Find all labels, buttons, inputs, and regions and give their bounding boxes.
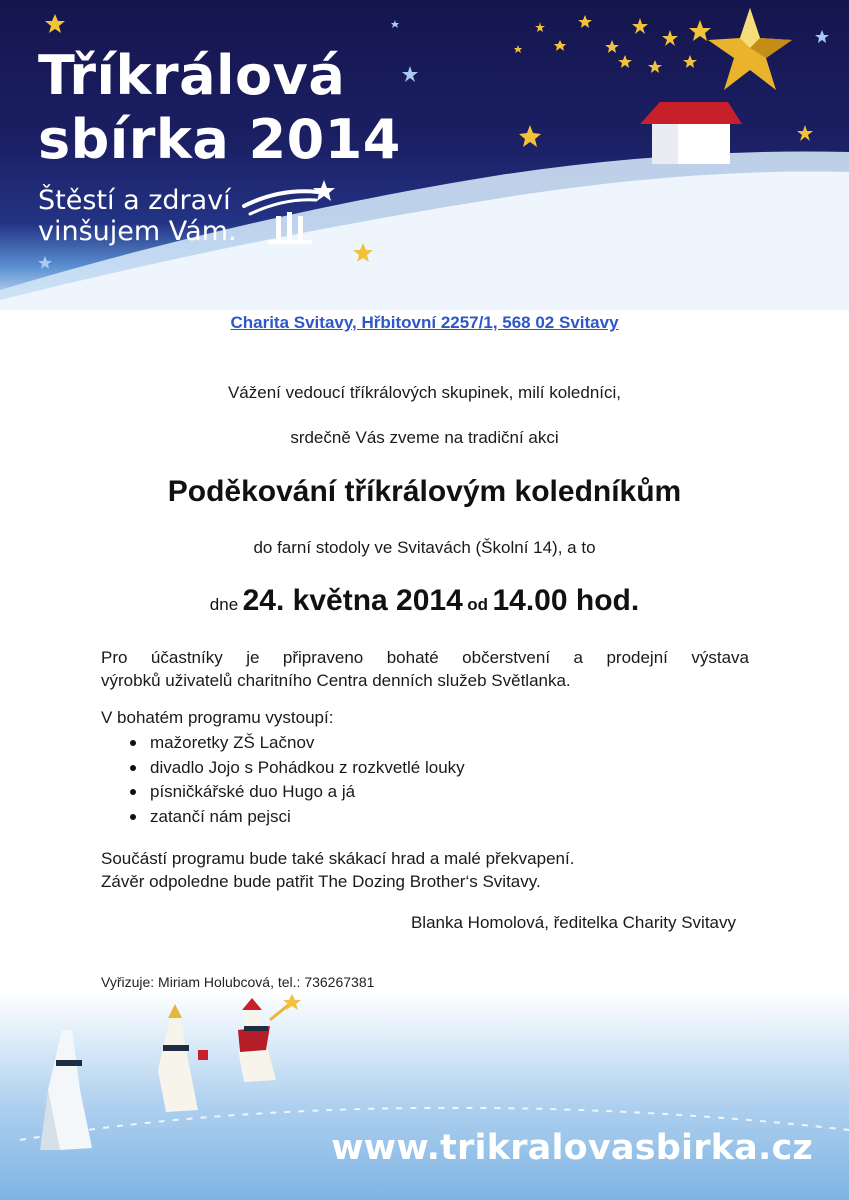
bullet-icon	[130, 740, 136, 746]
list-item	[101, 756, 465, 781]
refreshments-line1: Pro účastníky je připraveno bohaté občerstvení a prodejní výstava	[101, 648, 749, 667]
program-item-label: zatančí nám pejsci	[150, 806, 291, 826]
extras-line2: Závěr odpoledne bude patřit The Dozing Brother‘s Svitavy.	[101, 872, 541, 891]
house-icon	[640, 102, 742, 164]
list-item	[101, 780, 465, 805]
refreshments-paragraph	[101, 646, 749, 692]
contact-info: Vyřizuje: Miriam Holubcová, tel.: 736267381	[101, 974, 375, 990]
signature: Blanka Homolová, ředitelka Charity Svitavy	[410, 913, 736, 932]
bullet-icon	[130, 765, 136, 771]
king-figure-icon	[40, 1020, 92, 1150]
three-kings-logo-icon	[240, 178, 340, 248]
program-heading: V bohatém programu vystoupí:	[101, 708, 334, 727]
time-connector: od	[467, 595, 489, 614]
program-item-label: divadlo Jojo s Pohádkou z rozkvetlé louky	[150, 757, 465, 777]
website-url-link[interactable]: www.trikralovasbirka.cz	[331, 1128, 813, 1168]
date-period: .	[630, 584, 640, 617]
campaign-title-line2: sbírka 2014	[38, 108, 401, 171]
event-date-line	[0, 584, 849, 618]
list-item	[101, 805, 465, 830]
event-time: 14.00 hod	[492, 584, 631, 617]
tagline-line2: vinšujem Vám.	[38, 216, 237, 247]
event-title: Poděkování tříkrálovým koledníkům	[167, 475, 682, 508]
king-figure-icon	[238, 994, 301, 1082]
program-list	[101, 731, 465, 829]
king-figure-icon	[158, 1004, 208, 1112]
address-link[interactable]: Charita Svitavy, Hřbitovní 2257/1, 568 02 Svitavy	[230, 313, 619, 332]
extras-line1: Součástí programu bude také skákací hrad a malé překvapení.	[101, 849, 575, 868]
program-item-label: mažoretky ZŠ Lačnov	[150, 733, 315, 752]
list-item	[101, 731, 465, 756]
campaign-title-line1: Tříkrálová	[38, 44, 346, 107]
header-banner	[0, 0, 849, 310]
greeting: Vážení vedoucí tříkrálových skupinek, milí koledníci,	[227, 383, 622, 402]
invitation-text: srdečně Vás zveme na tradiční akci	[290, 428, 559, 447]
origami-star-icon	[708, 8, 792, 90]
venue-text: do farní stodoly ve Svitavách (Školní 14), a to	[253, 538, 596, 557]
bullet-icon	[130, 814, 136, 820]
extras-paragraph	[101, 847, 801, 893]
program-item-label: písničkářské duo Hugo a já	[150, 782, 356, 801]
event-date: 24. května 2014	[242, 584, 463, 617]
three-kings-illustration	[0, 990, 849, 1200]
refreshments-line2: výrobků uživatelů charitního Centra denních služeb Světlanka.	[101, 671, 571, 690]
date-prefix: dne	[209, 595, 239, 614]
bullet-icon	[130, 789, 136, 795]
tagline-line1: Štěstí a zdraví	[38, 185, 231, 216]
footer-banner	[0, 990, 849, 1200]
